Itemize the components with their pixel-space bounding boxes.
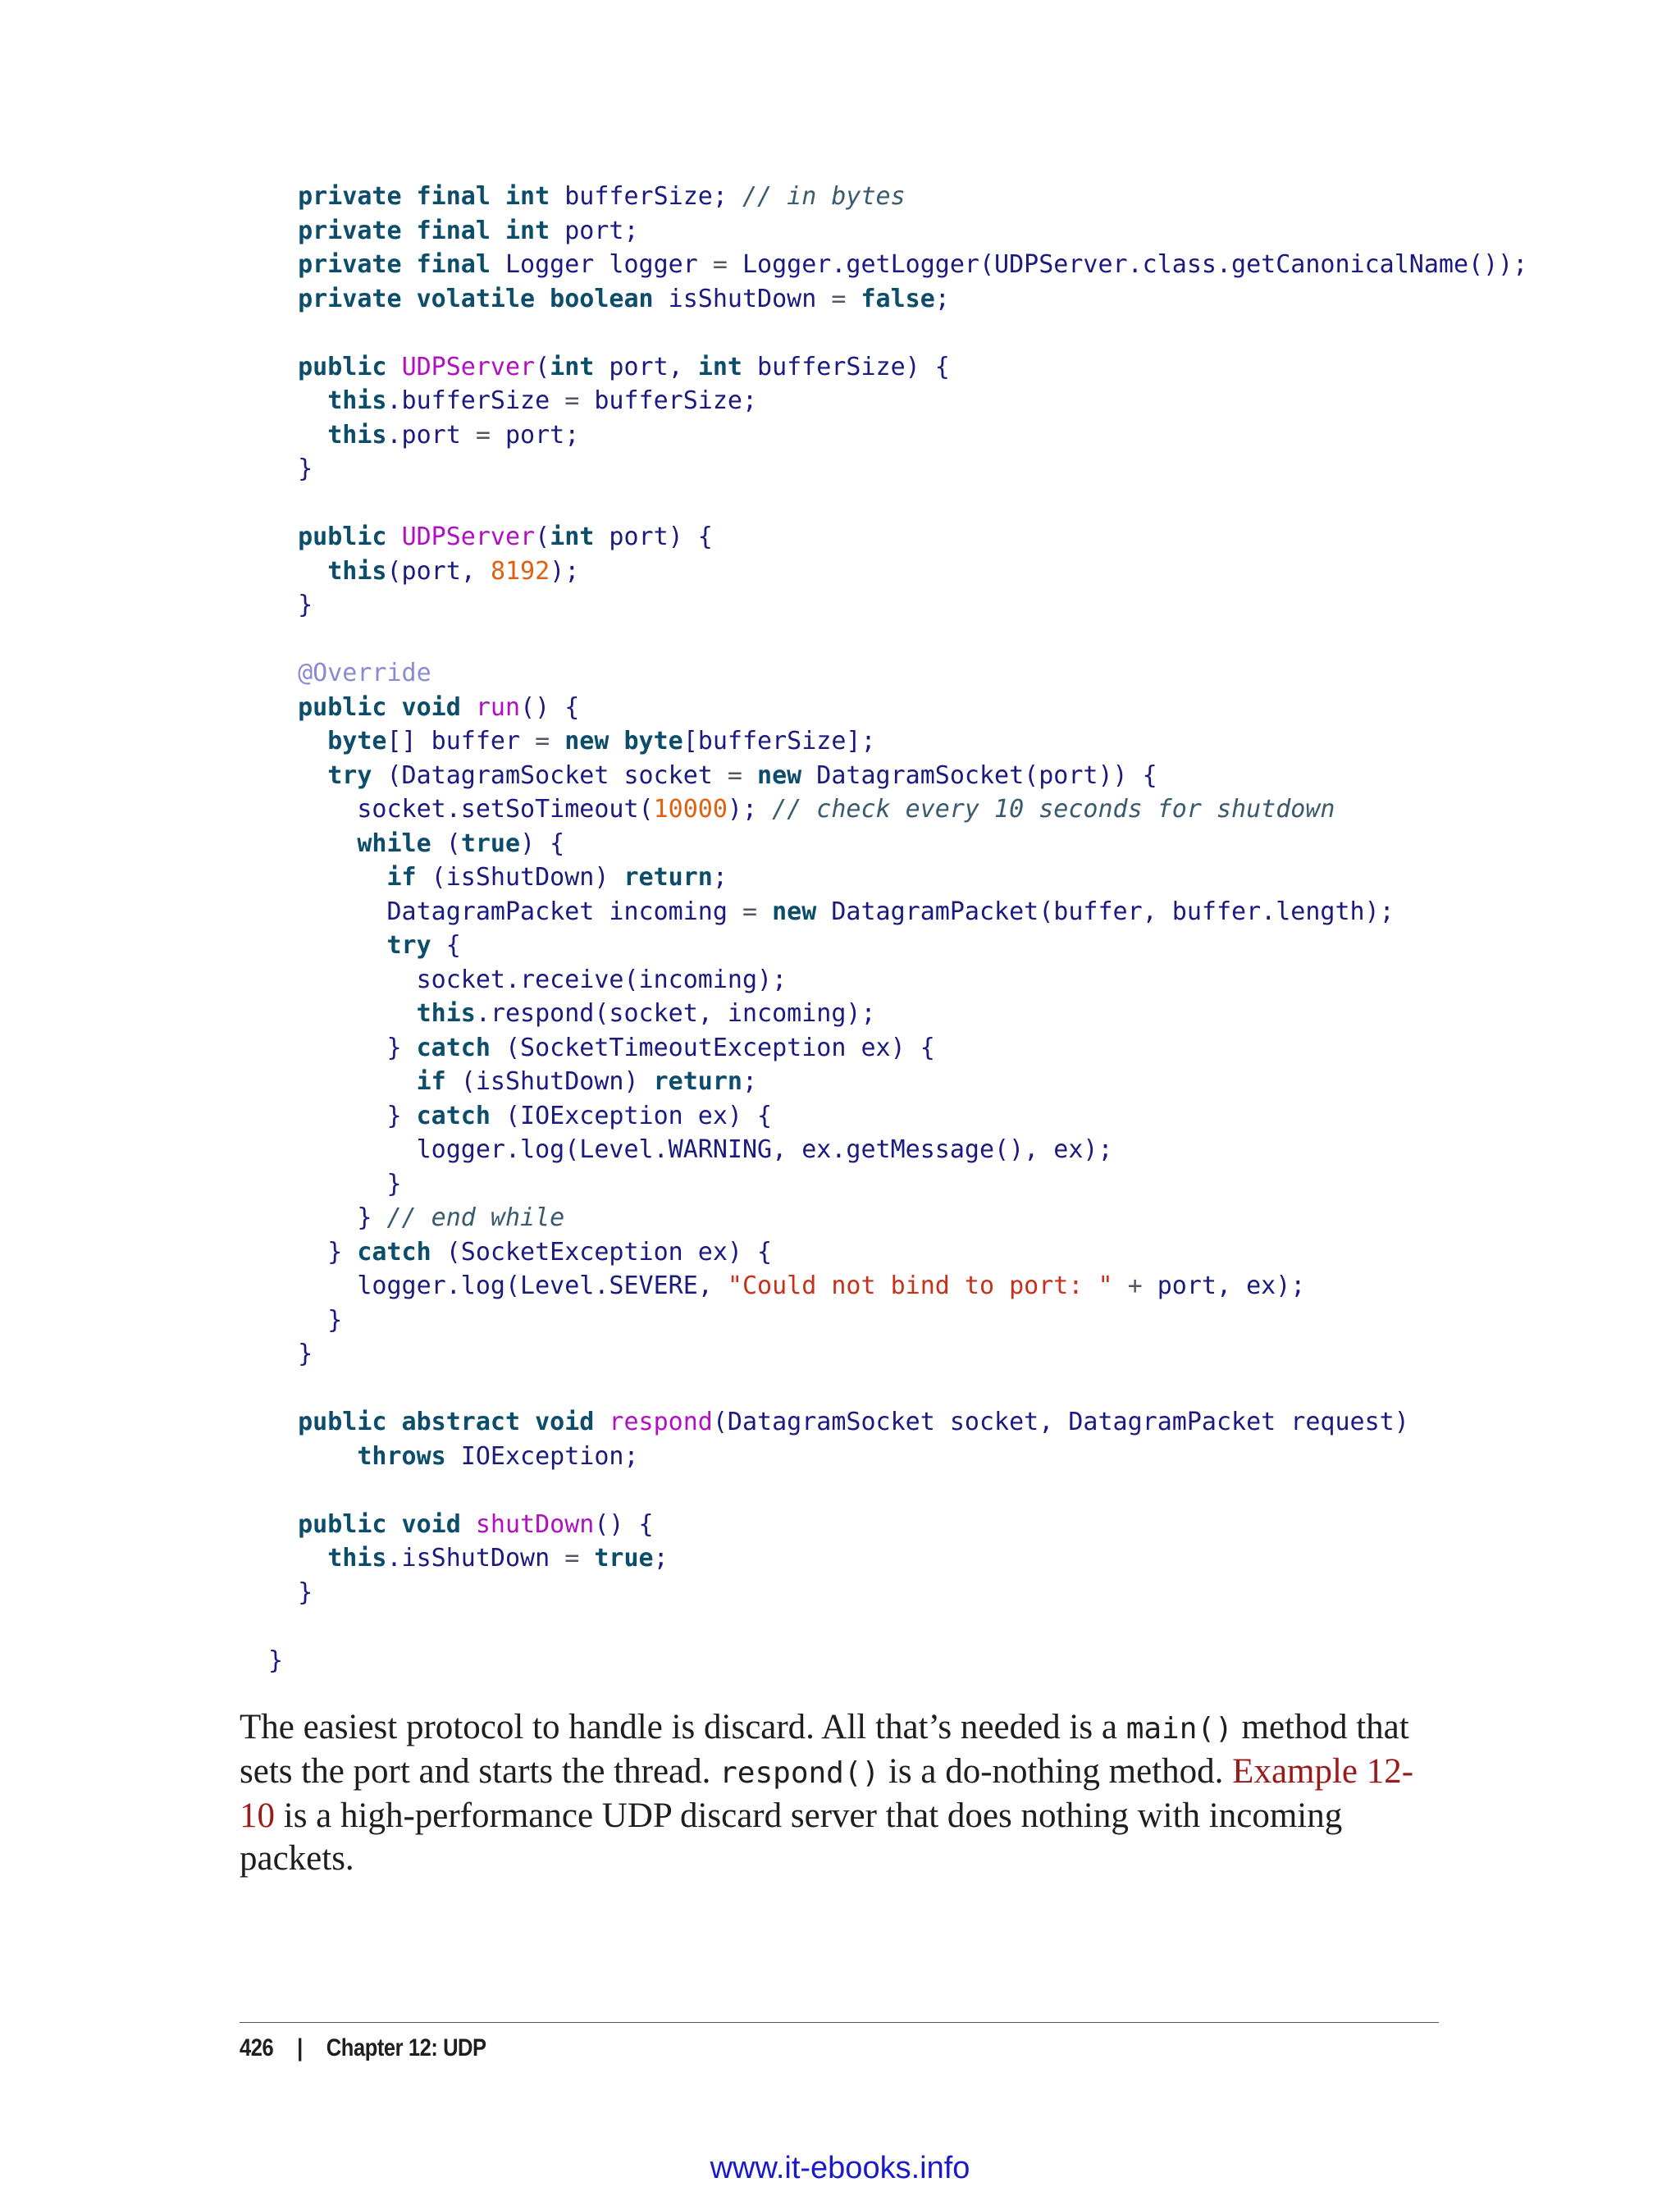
code-indent — [268, 285, 298, 313]
code-text: ( — [535, 352, 550, 381]
code-string: "Could not bind to port: " — [727, 1271, 1113, 1300]
code-line — [268, 1609, 1527, 1644]
code-number: 10000 — [653, 795, 728, 824]
code-indent — [268, 353, 298, 381]
code-keyword: int — [697, 352, 742, 381]
code-text: DatagramSocket(port)) { — [801, 760, 1157, 790]
code-indent — [268, 897, 387, 926]
code-indent — [268, 1067, 417, 1096]
code-keyword: private final int — [298, 216, 550, 245]
code-text — [742, 761, 757, 790]
code-text: .port — [386, 420, 476, 450]
code-indent — [268, 1238, 327, 1267]
code-keyword: throws — [357, 1441, 446, 1471]
code-text: DatagramPacket incoming — [386, 897, 742, 926]
code-line — [268, 792, 1527, 827]
code-keyword: byte — [327, 727, 387, 756]
code-keyword: false — [861, 284, 935, 313]
code-text: bufferSize; — [579, 386, 758, 415]
code-keyword: try — [327, 760, 372, 790]
code-text: [] buffer — [386, 727, 536, 756]
code-text: } — [298, 454, 313, 483]
code-keyword: if — [386, 863, 417, 892]
code-keyword: catch — [416, 1033, 491, 1062]
code-line — [268, 282, 1527, 317]
code-method-name: UDPServer — [401, 523, 536, 551]
code-indent — [268, 863, 387, 892]
code-operator: = — [831, 284, 847, 313]
code-line — [268, 656, 1527, 691]
code-text: } — [386, 1101, 417, 1130]
code-text: } — [386, 1169, 402, 1198]
code-text: port; — [490, 420, 580, 450]
code-text — [461, 1510, 476, 1539]
paragraph-text: The easiest protocol to handle is discard. All that’s needed is a — [240, 1708, 1126, 1746]
code-line — [268, 963, 1527, 998]
code-indent — [268, 1544, 327, 1573]
code-line — [268, 1576, 1527, 1610]
code-text: port; — [550, 216, 639, 245]
code-line — [268, 452, 1527, 486]
inline-code-main: main() — [1125, 1712, 1233, 1746]
code-text — [1113, 1271, 1128, 1300]
code-keyword: while — [357, 829, 431, 858]
code-text: socket.setSoTimeout( — [357, 795, 654, 824]
code-line — [268, 827, 1527, 861]
code-indent — [268, 1135, 417, 1164]
code-keyword: public void — [298, 692, 461, 722]
page-footer — [240, 2034, 486, 2062]
code-keyword: private final int — [298, 182, 550, 211]
code-indent — [268, 1408, 298, 1436]
code-comment: // check every 10 seconds for shutdown — [772, 795, 1335, 824]
code-line — [268, 1133, 1527, 1167]
code-text: [bufferSize]; — [682, 727, 876, 756]
code-text: bufferSize) { — [742, 352, 950, 381]
code-keyword: this — [416, 999, 476, 1028]
code-method-name: run — [475, 692, 521, 722]
paragraph-text: is a high-performance UDP discard server that does nothing with incoming packets. — [240, 1796, 1343, 1878]
code-text: isShutDown — [653, 284, 832, 313]
code-method-name: UDPServer — [401, 352, 536, 381]
code-text — [387, 523, 402, 551]
code-indent — [268, 659, 298, 687]
code-line — [268, 180, 1527, 214]
code-line — [268, 1235, 1527, 1270]
code-text: (isShutDown) — [445, 1067, 654, 1096]
code-line — [268, 588, 1527, 623]
code-number: 8192 — [490, 556, 550, 586]
code-keyword: catch — [357, 1237, 431, 1267]
code-method-name: respond — [609, 1408, 713, 1436]
code-text: logger.log(Level.WARNING, ex.getMessage(), ex); — [416, 1135, 1113, 1164]
code-line — [268, 623, 1527, 657]
code-text: .bufferSize — [386, 386, 565, 415]
code-text — [550, 727, 564, 756]
code-line — [268, 1167, 1527, 1202]
code-indent — [268, 1271, 357, 1300]
code-keyword: public void — [298, 1509, 461, 1539]
code-line — [268, 1065, 1527, 1099]
paragraph-text: method that sets the port and starts the thread. — [240, 1708, 1409, 1791]
code-text: } — [268, 1646, 284, 1675]
code-line — [268, 691, 1527, 725]
code-line — [268, 1303, 1527, 1338]
code-indent — [268, 931, 387, 960]
code-keyword: try — [386, 931, 431, 960]
code-indent — [268, 1578, 298, 1607]
code-text: Logger.getLogger(UDPServer.class.getCanonicalName()); — [727, 250, 1528, 279]
code-text: () { — [594, 1509, 654, 1539]
code-indent — [268, 966, 417, 994]
code-keyword: true — [460, 829, 521, 858]
code-keyword: new byte — [564, 727, 683, 756]
code-indent — [268, 1170, 387, 1198]
code-operator: = — [475, 420, 491, 450]
code-keyword: new — [772, 897, 817, 926]
code-text: (port, — [386, 556, 491, 586]
code-text: (SocketTimeoutException ex) { — [490, 1033, 935, 1062]
page-number: 426 — [240, 2034, 274, 2061]
code-operator: = — [712, 250, 728, 279]
code-indent — [268, 1203, 357, 1232]
code-text — [387, 353, 402, 381]
code-keyword: this — [327, 420, 387, 450]
code-line — [268, 895, 1527, 929]
code-keyword: private volatile boolean — [298, 284, 654, 313]
code-line — [268, 759, 1527, 793]
code-text — [846, 285, 861, 313]
code-text: ; — [653, 1544, 669, 1573]
code-text — [461, 693, 476, 722]
code-operator: = — [564, 1544, 580, 1573]
code-line — [268, 1541, 1527, 1576]
code-line — [268, 997, 1527, 1031]
code-line — [268, 418, 1527, 453]
code-operator: = — [564, 386, 580, 415]
code-indent — [268, 386, 327, 415]
code-indent — [268, 1510, 298, 1539]
code-text: ); — [550, 556, 580, 586]
code-line — [268, 486, 1527, 521]
code-indent — [268, 250, 298, 279]
code-keyword: return — [623, 863, 713, 892]
watermark-link[interactable]: www.it-ebooks.info — [710, 2151, 970, 2185]
code-indent — [268, 591, 298, 619]
code-listing — [268, 180, 1527, 1678]
code-text: port) { — [594, 523, 713, 551]
code-keyword: return — [653, 1067, 742, 1096]
code-text: } — [327, 1237, 358, 1267]
code-line — [268, 1440, 1527, 1474]
code-line — [268, 1269, 1527, 1303]
code-operator: = — [742, 897, 758, 926]
code-indent — [268, 1102, 387, 1130]
code-text: (isShutDown) — [416, 863, 624, 892]
code-line — [268, 724, 1527, 759]
code-operator: + — [1127, 1271, 1143, 1300]
code-line — [268, 1372, 1527, 1406]
code-text: (IOException ex) { — [490, 1101, 773, 1130]
code-keyword: catch — [416, 1101, 491, 1130]
code-text: logger.log(Level.SEVERE, — [357, 1271, 728, 1300]
code-text — [579, 1544, 594, 1573]
code-keyword: public — [298, 352, 387, 381]
code-text: Logger logger — [490, 250, 713, 279]
code-indent — [268, 523, 298, 551]
code-comment: // end while — [386, 1203, 565, 1232]
code-indent — [268, 1034, 387, 1062]
code-indent — [268, 182, 298, 211]
code-indent — [268, 454, 298, 483]
code-text: } — [298, 591, 313, 619]
code-text — [757, 897, 772, 926]
code-text: ; — [934, 284, 950, 313]
code-text: port, — [594, 352, 698, 381]
code-line — [268, 214, 1527, 249]
code-indent — [268, 557, 327, 586]
example-cross-reference-link[interactable]: Example 12-10 — [240, 1752, 1414, 1835]
code-text: ( — [535, 523, 550, 551]
code-text: .respond(socket, incoming); — [475, 999, 876, 1028]
code-line — [268, 384, 1527, 418]
code-keyword: int — [550, 523, 595, 551]
code-indent — [268, 1306, 327, 1335]
code-text: } — [386, 1033, 417, 1062]
code-text: ); — [727, 795, 773, 824]
code-keyword: new — [757, 760, 802, 790]
code-text: } — [357, 1203, 387, 1232]
code-indent — [268, 217, 298, 245]
code-text: () { — [520, 692, 580, 722]
code-keyword: this — [327, 386, 387, 415]
code-text: (DatagramSocket socket, DatagramPacket request) — [712, 1408, 1409, 1436]
code-text: { — [431, 931, 461, 960]
code-text: ; — [742, 1067, 758, 1096]
body-paragraph — [240, 1706, 1445, 1880]
code-annotation: @Override — [298, 659, 431, 687]
code-keyword: this — [327, 556, 387, 586]
inline-code-respond: respond() — [719, 1756, 880, 1790]
code-line — [268, 555, 1527, 589]
code-line — [268, 316, 1527, 350]
code-text: DatagramPacket(buffer, buffer.length); — [816, 897, 1395, 926]
code-method-name: shutDown — [475, 1509, 595, 1539]
code-line — [268, 929, 1527, 963]
paragraph-text: is a do-nothing method. — [879, 1752, 1233, 1791]
code-text: (DatagramSocket socket — [372, 760, 728, 790]
code-keyword: public abstract void — [298, 1408, 595, 1436]
code-line — [268, 1201, 1527, 1235]
code-keyword: if — [416, 1067, 446, 1096]
chapter-title: Chapter 12: UDP — [326, 2034, 486, 2061]
code-line — [268, 1405, 1527, 1440]
code-line — [268, 861, 1527, 895]
code-keyword: int — [550, 352, 595, 381]
code-indent — [268, 693, 298, 722]
code-operator: = — [535, 727, 550, 756]
code-line — [268, 350, 1527, 385]
code-keyword: this — [327, 1544, 387, 1573]
code-keyword: true — [594, 1544, 654, 1573]
footer-divider — [240, 2022, 1439, 2023]
code-text: socket.receive(incoming); — [416, 965, 788, 994]
code-text: } — [327, 1305, 343, 1335]
code-line — [268, 1508, 1527, 1542]
code-operator: = — [727, 760, 742, 790]
code-line — [268, 1031, 1527, 1066]
code-keyword: private final — [298, 250, 491, 279]
footer-separator: | — [297, 2034, 303, 2061]
code-text: bufferSize; — [550, 182, 742, 211]
code-text: .isShutDown — [386, 1544, 565, 1573]
code-indent — [268, 1340, 298, 1368]
code-line — [268, 248, 1527, 282]
code-indent — [268, 727, 327, 756]
code-text: port, ex); — [1142, 1271, 1306, 1300]
code-line — [268, 1099, 1527, 1134]
code-text: ) { — [520, 829, 565, 858]
code-text: IOException; — [445, 1441, 639, 1471]
code-text: } — [298, 1340, 313, 1368]
code-keyword: public — [298, 523, 387, 551]
code-line — [268, 1644, 1527, 1678]
code-text: } — [298, 1577, 313, 1607]
code-line — [268, 520, 1527, 555]
code-indent — [268, 795, 357, 824]
code-indent — [268, 829, 357, 858]
code-text — [594, 1408, 609, 1436]
code-indent — [268, 1442, 357, 1471]
code-text: (SocketException ex) { — [431, 1237, 773, 1267]
code-text: ( — [431, 829, 461, 858]
code-line — [268, 1473, 1527, 1508]
code-comment: // in bytes — [742, 182, 906, 211]
code-indent — [268, 999, 417, 1028]
code-line — [268, 1337, 1527, 1372]
code-indent — [268, 761, 327, 790]
code-indent — [268, 421, 327, 450]
code-text: ; — [712, 863, 728, 892]
